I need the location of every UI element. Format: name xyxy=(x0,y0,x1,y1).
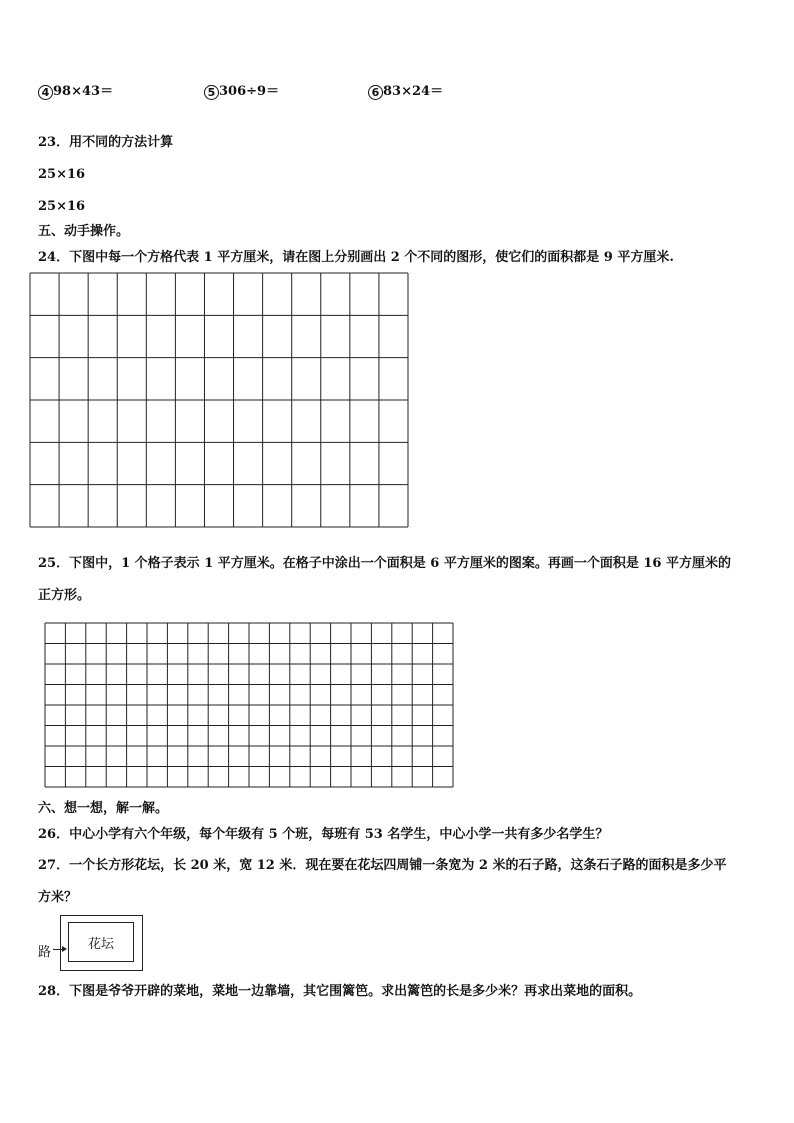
q27-line-2: 方米？ xyxy=(38,890,78,905)
q24-text: 24．下图中每一个方格代表 1 平方厘米，请在图上分别画出 2 个不同的图形，使它们的面积都是 9 平方厘米. xyxy=(38,250,674,265)
calc-item-5 xyxy=(204,84,279,100)
calc-expression: 83×24＝ xyxy=(383,84,444,99)
section-5-heading: 五、动手操作。 xyxy=(38,224,130,239)
calc-expression: 98×43＝ xyxy=(53,84,114,99)
q26-text: 26．中心小学有六个年级，每个年级有 5 个班，每班有 53 名学生，中心小学一共有多少名学生？ xyxy=(38,827,609,842)
circled-number: 5 xyxy=(204,85,219,100)
section-6-heading: 六、想一想，解一解。 xyxy=(38,801,169,816)
calc-item-6 xyxy=(368,84,443,100)
q23-line-1: 25×16 xyxy=(38,167,86,182)
q25-grid xyxy=(44,622,454,788)
q27-line-1: 27．一个长方形花坛，长 20 米，宽 12 米．现在要在花坛四周铺一条宽为 2 米的石子路，这条石子路的面积是多少平 xyxy=(38,858,727,873)
circled-number: 6 xyxy=(368,85,383,100)
calc-item-4 xyxy=(38,84,113,100)
circled-number: 4 xyxy=(38,85,53,100)
q27-road-label: 路 xyxy=(38,945,52,960)
q23-line-2: 25×16 xyxy=(38,199,86,214)
calc-expression: 306÷9＝ xyxy=(219,84,280,99)
q23-title: 23．用不同的方法计算 xyxy=(38,135,174,150)
q28-text: 28．下图是爷爷开辟的菜地，菜地一边靠墙，其它围篱笆。求出篱笆的长是多少米？再求出菜地的面积。 xyxy=(38,984,642,999)
q25-line-1: 25．下图中，1 个格子表示 1 平方厘米。在格子中涂出一个面积是 6 平方厘米的图案。再画一个面积是 16 平方厘米的 xyxy=(38,556,731,571)
q24-grid xyxy=(29,272,409,528)
q27-flowerbed-label: 花坛 xyxy=(87,936,114,952)
q27-road-arrowhead xyxy=(62,946,67,952)
q25-line-2: 正方形。 xyxy=(38,588,91,603)
q27-inner-rect xyxy=(68,922,134,962)
